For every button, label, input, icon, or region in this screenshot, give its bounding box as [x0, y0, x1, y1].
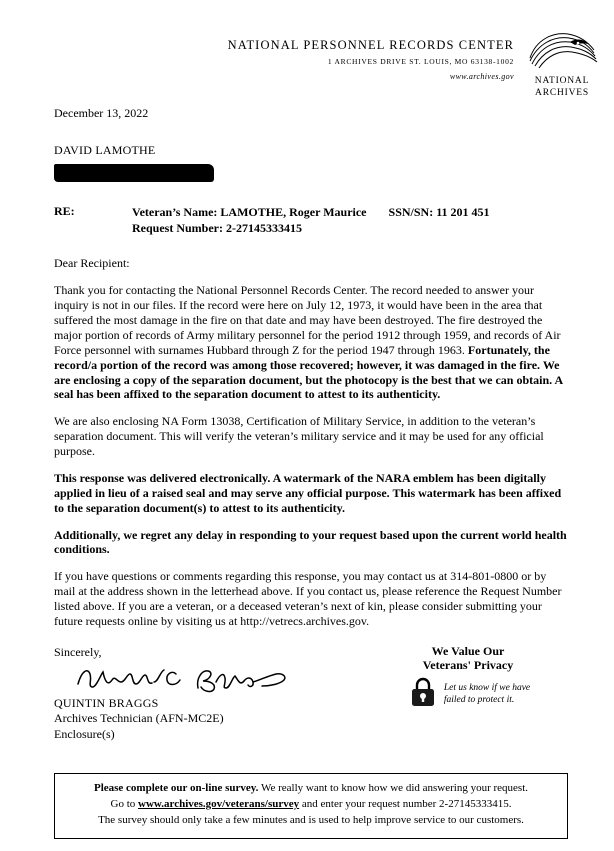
survey-line-1 [63, 781, 559, 797]
reference-block [54, 204, 568, 236]
enclosure-note: Enclosure(s) [54, 726, 115, 741]
closing: Sincerely, [54, 644, 102, 659]
privacy-caption [444, 683, 530, 707]
signature-area [54, 645, 568, 743]
privacy-row [374, 675, 562, 714]
national-archives-logo [526, 28, 598, 99]
redacted-address-block [54, 164, 214, 182]
logo-text-line1: NATIONAL [534, 76, 590, 86]
eagle-archives-seal-icon [526, 28, 598, 75]
letterhead-text [228, 28, 526, 81]
privacy-title-line2: Veterans' Privacy [422, 657, 514, 672]
survey-line-1-rest: We really want to know how we did answering your request. [258, 782, 529, 795]
re-label: RE: [54, 204, 75, 218]
organization-website: www.archives.gov [449, 72, 514, 81]
privacy-emblem [374, 645, 562, 715]
survey-line-2 [63, 797, 559, 813]
veteran-ssn: SSN/SN: 11 201 451 [388, 205, 490, 219]
letter-date: December 13, 2022 [54, 106, 149, 120]
privacy-caption-line1: Let us know if we have [443, 682, 531, 693]
handwritten-signature [72, 662, 302, 696]
letter-body [54, 106, 568, 743]
paragraph-1-bold: Fortunately, the record/a portion of the record was among those recovered; however, it was damaged in the fire. We are enclosing a copy of the separation document, but the photocopy is the best that we can obtain. A seal has been affixed to the separation document to attest to its authenticity. [54, 342, 563, 402]
organization-name: NATIONAL PERSONNEL RECORDS CENTER [227, 38, 514, 52]
paragraph-1-plain: Thank you for contacting the National Personnel Records Center. The record needed to answer your inquiry is not in our files. If the record were here on July 12, 1973, it would have been in the area that suffered the most damage in the fire on that date and may have been destroyed. The fire destroyed the major portion of records of Army military personnel for the period 1912 through 1959, and records of Air Force personnel with surnames Hubbard through Z for the period 1947 through 1963. [54, 283, 561, 357]
survey-line-3: The survey should only take a few minutes and is used to help improve service to our customers. [98, 814, 524, 827]
survey-line-2-prefix: Go to [110, 798, 139, 811]
paragraph-2: We are also enclosing NA Form 13038, Certification of Military Service, in addition to the veteran’s separation document. This will verify the veteran’s military service and it may be used for any official purpose. [54, 414, 544, 458]
survey-line-2-suffix: and enter your request number 2-27145333415. [299, 798, 512, 811]
privacy-title-line1: We Value Our [431, 643, 505, 658]
letterhead [0, 28, 598, 99]
salutation: Dear Recipient: [54, 256, 130, 271]
veteran-name: Veteran’s Name: LAMOTHE, Roger Maurice [132, 205, 367, 219]
signer-name: QUINTIN BRAGGS [54, 695, 159, 710]
padlock-icon [406, 675, 440, 714]
paragraph-5: If you have questions or comments regarding this response, you may contact us at 314-801-0800 or by mail at the address shown in the letterhead above. If you contact us, please reference the Request Number listed above. If you are a veteran, or a deceased veteran’s next of kin, please consider submitting your future requests online by visiting us at http://vetrecs.archives.gov. [54, 569, 562, 628]
survey-link[interactable]: www.archives.gov/veterans/survey [138, 798, 300, 811]
recipient-name: DAVID LAMOTHE [54, 143, 156, 157]
signer-title: Archives Technician (AFN-MC2E) [54, 711, 224, 726]
organization-address: 1 ARCHIVES DRIVE ST. LOUIS, MO 63138-1002 [327, 57, 514, 66]
request-number: Request Number: 2-27145333415 [132, 221, 302, 236]
survey-line-1-bold: Please complete our on-line survey. [93, 782, 259, 795]
privacy-caption-line2: failed to protect it. [443, 694, 515, 705]
veteran-name-row [132, 204, 490, 220]
paragraph-1 [54, 283, 568, 402]
paragraph-4: Additionally, we regret any delay in responding to your request based upon the current world health conditions. [54, 527, 567, 557]
paragraph-3: This response was delivered electronically. A watermark of the NARA emblem has been digitally applied in lieu of a raised seal and may serve any official purpose. This watermark has been affixed to the separation document(s) to attest to its authenticity. [54, 470, 562, 515]
survey-box [54, 773, 568, 839]
logo-text-line2: ARCHIVES [535, 87, 589, 98]
re-lines [132, 204, 490, 236]
